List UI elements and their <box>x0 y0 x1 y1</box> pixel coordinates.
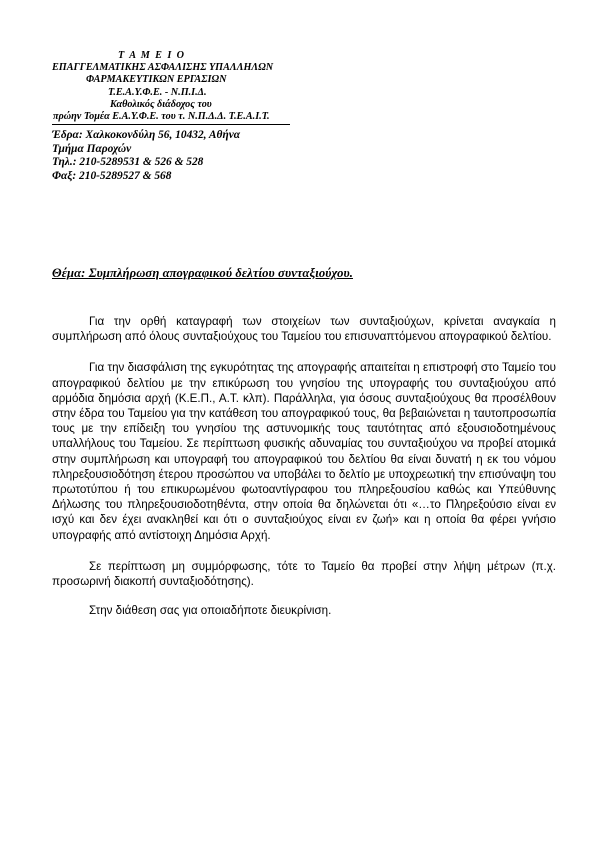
letterhead-line-former: πρώην Τομέα Ε.Α.Υ.Φ.Ε. του τ. Ν.Π.Δ.Δ. Τ.Ε.Α.Ι.Τ. <box>53 111 270 123</box>
letterhead-divider <box>52 124 290 125</box>
paragraph-closing: Στην διάθεση σας για οποιαδήποτε διευκρίνιση. <box>89 604 332 618</box>
letterhead-line-insurance: ΕΠΑΓΓΕΛΜΑΤΙΚΗΣ ΑΣΦΑΛΙΣΗΣ ΥΠΑΛΛΗΛΩΝ <box>52 62 274 74</box>
contact-fax: Φαξ: 210-5289527 & 568 <box>52 169 172 182</box>
paragraph-intro: Για την ορθή καταγραφή των στοιχείων των συνταξιούχων, κρίνεται αναγκαία η συμπλήρωση από όλους συνταξιούχους του Ταμείου του επισυναπτόμενου απογραφικού δελτίου. <box>52 315 556 344</box>
letter-body <box>52 314 556 634</box>
subject-line: Θέμα: Συμπλήρωση απογραφικού δελτίου συνταξιούχου. <box>52 266 353 280</box>
letterhead-line-acronym: Τ.Ε.Α.Υ.Φ.Ε. - Ν.Π.Ι.Δ. <box>108 86 207 98</box>
contact-address: Έδρα: Χαλκοκονδύλη 56, 10432, Αθήνα <box>52 129 241 141</box>
contact-phone: Τηλ.: 210-5289531 & 526 & 528 <box>52 156 204 169</box>
letterhead-line-pharma: ΦΑΡΜΑΚΕΥΤΙΚΩΝ ΕΡΓΑΣΙΩΝ <box>86 74 227 86</box>
paragraph-validity: Για την διασφάλιση της εγκυρότητας της απογραφής απαιτείται η επιστροφή στο Ταμείο του απογραφικού δελτίου με την επικύρωση του γνησίου της υπογραφής του συνταξιούχου από αρμόδια δημόσια αρχή (Κ.Ε.Π., Α.Τ. κλπ). Παράλληλα, για όσους συνταξιούχους θα προσέλθουν στην έδρα του Ταμείου για την κατάθεση του απογραφικού τους, θα βεβαιώνεται η ταυτοπροσωπία τους με την επίδειξη του γνησίου της αστυνομικής τους ταυτότητας από εξουσιοδοτημένους υπαλλήλους του Ταμείου. Σε περίπτωση φυσικής αδυναμίας του συνταξιούχου να προβεί ατομικά στην συμπλήρωση και υπογραφή του απογραφικού του δελτίου θα είναι δυνατή η εκ του νόμου πληρεξουσιοδότηση έτερου προσώπου να υποβάλει το δελτίο με υποχρεωτική την επισύναψη του πρωτοτύπου ή του επικυρωμένου φωτοαντίγραφου του πληρεξουσίου καθώς και Υπεύθυνης Δήλωσης του πληρεξουσιοδοτηθέντα, στην οποία θα δηλώνεται ότι «…το Πληρεξούσιο είναι εν ισχύ και δεν έχει ανακληθεί και ότι ο συνταξιούχος είναι εν ζωή» και η οποία θα φέρει γνήσιο υπογραφής από αντίστοιχη Δημόσια Αρχή. <box>52 361 556 542</box>
letterhead-line-successor: Καθολικός διάδοχος του <box>110 98 212 110</box>
letterhead <box>52 50 292 123</box>
contact-block <box>52 129 312 183</box>
paragraph-noncompliance: Σε περίπτωση μη συμμόρφωσης, τότε το Ταμείο θα προβεί στην λήψη μέτρων (π.χ. προσωρινή διακοπή συνταξιοδότησης). <box>52 559 556 589</box>
contact-department: Τμήμα Παροχών <box>52 142 132 155</box>
letterhead-line-fund: Τ Α Μ Ε Ι Ο <box>118 50 186 61</box>
